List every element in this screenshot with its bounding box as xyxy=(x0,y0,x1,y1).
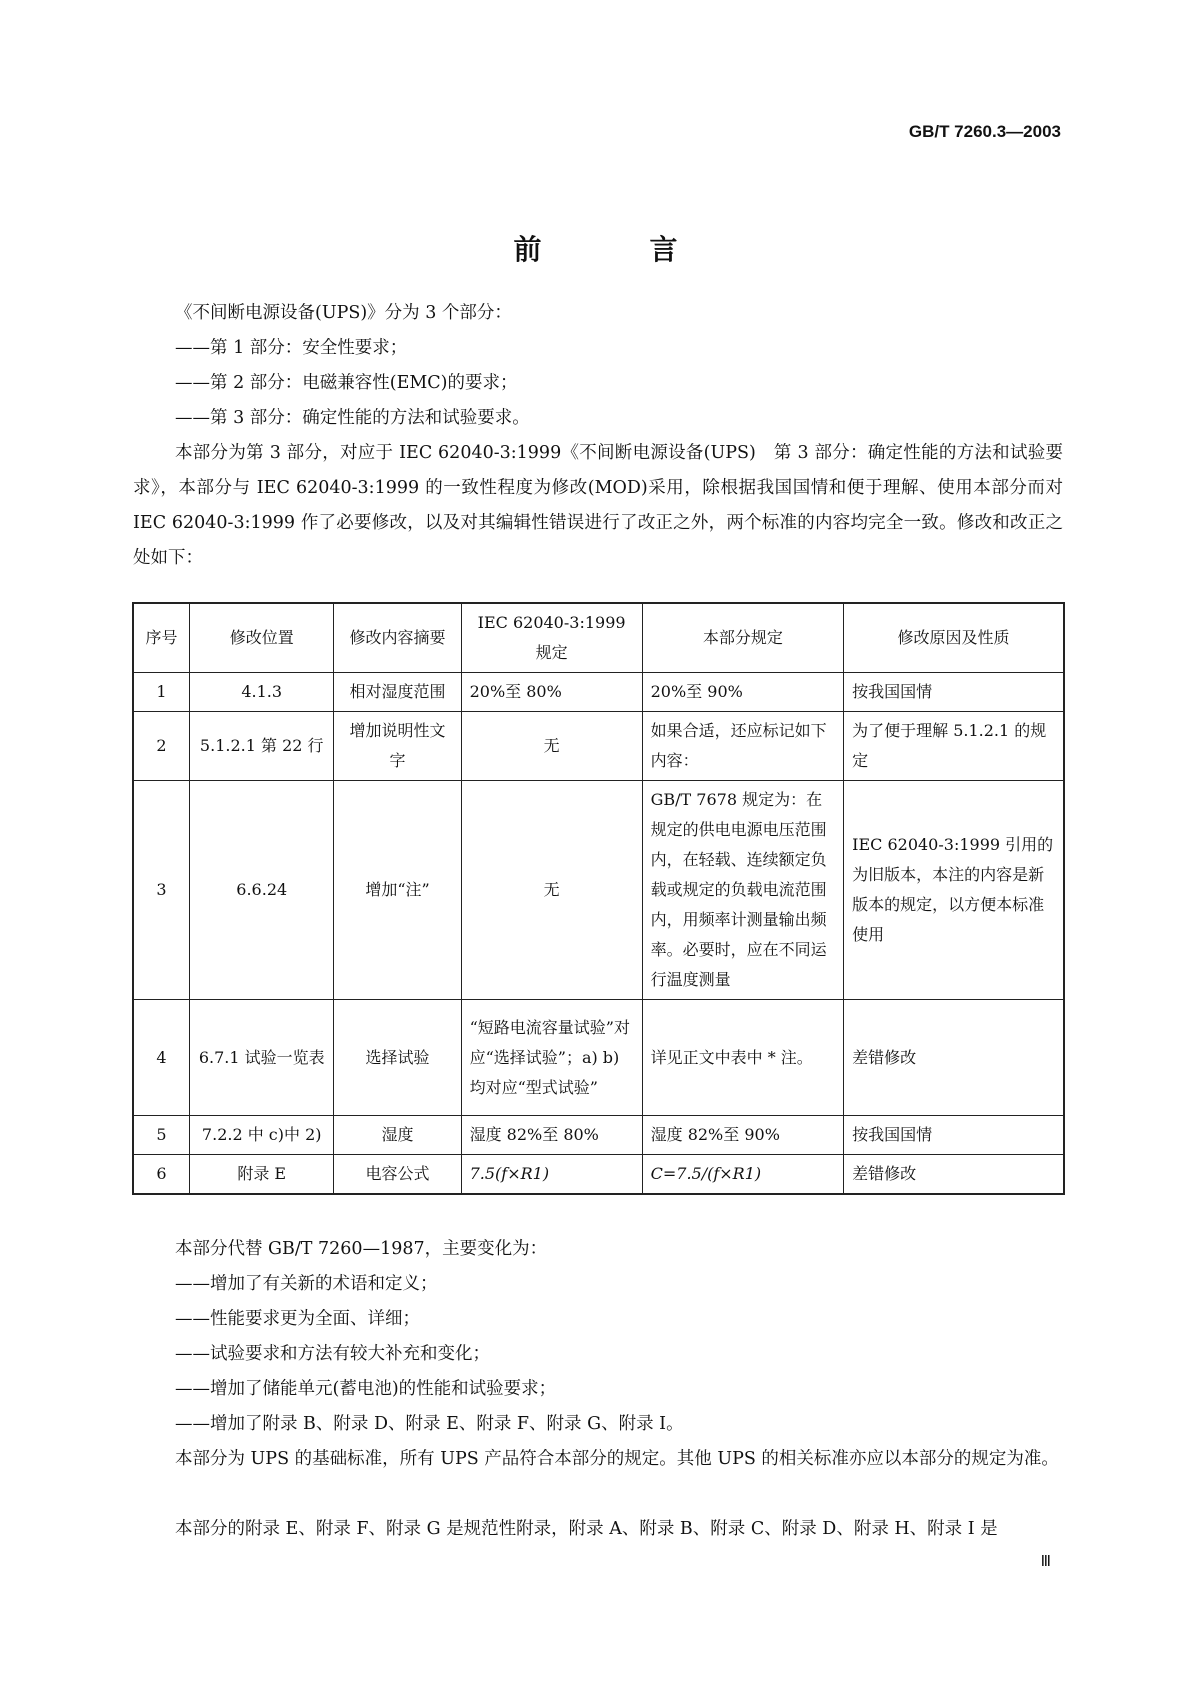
page-title: 前 言 xyxy=(513,233,718,266)
table-row xyxy=(134,673,1064,712)
cell-summary: 增加“注” xyxy=(334,781,461,1000)
cell-this-part: 湿度 82%至 90% xyxy=(642,1116,844,1155)
cell-summary: 选择试验 xyxy=(334,1000,461,1116)
cell-this-part: 详见正文中表中 * 注。 xyxy=(642,1000,844,1116)
cell-location: 6.6.24 xyxy=(190,781,334,1000)
cell-this-part: 如果合适，还应标记如下内容： xyxy=(642,712,844,781)
cell-iec: 无 xyxy=(461,781,642,1000)
cell-reason: 为了便于理解 5.1.2.1 的规定 xyxy=(844,712,1064,781)
basic-standard-paragraph: 本部分为 UPS 的基础标准，所有 UPS 产品符合本部分的规定。其他 UPS 的相关标准亦应以本部分的规定为准。 xyxy=(175,1449,1059,1469)
standard-code: GB/T 7260.3—2003 xyxy=(908,122,1061,141)
cell-this-part: 20%至 90% xyxy=(642,673,844,712)
cell-iec: 20%至 80% xyxy=(461,673,642,712)
replacement-paragraph: 本部分代替 GB/T 7260—1987，主要变化为： xyxy=(175,1239,548,1259)
header-summary: 修改内容摘要 xyxy=(334,604,461,673)
part-list-item-3: ——第 3 部分：确定性能的方法和试验要求。 xyxy=(175,408,530,428)
cell-index: 5 xyxy=(134,1116,190,1155)
cell-location: 4.1.3 xyxy=(190,673,334,712)
header-this-part: 本部分规定 xyxy=(642,604,844,673)
table-row xyxy=(134,781,1064,1000)
modifications-table xyxy=(133,603,1064,1194)
change-list-item-5: ——增加了附录 B、附录 D、附录 E、附录 F、附录 G、附录 I。 xyxy=(175,1414,684,1434)
cell-summary: 湿度 xyxy=(334,1116,461,1155)
cell-location: 附录 E xyxy=(190,1155,334,1194)
header-iec: IEC 62040-3:1999 规定 xyxy=(461,604,642,673)
cell-location: 6.7.1 试验一览表 xyxy=(190,1000,334,1116)
page-number: Ⅲ xyxy=(1040,1552,1051,1570)
table-row xyxy=(134,1155,1064,1194)
cell-summary: 电容公式 xyxy=(334,1155,461,1194)
table-row xyxy=(134,1116,1064,1155)
cell-location: 5.1.2.1 第 22 行 xyxy=(190,712,334,781)
header-location: 修改位置 xyxy=(190,604,334,673)
change-list-item-4: ——增加了储能单元(蓄电池)的性能和试验要求； xyxy=(175,1379,557,1399)
header-index: 序号 xyxy=(134,604,190,673)
table-row xyxy=(134,712,1064,781)
cell-iec: “短路电流容量试验”对应“选择试验”；a) b)均对应“型式试验” xyxy=(461,1000,642,1116)
cell-this-part: GB/T 7678 规定为：在规定的供电电源电压范围内，在轻载、连续额定负载或规定的负载电流范围内，用频率计测量输出频率。必要时，应在不同运行温度测量 xyxy=(642,781,844,1000)
cell-iec: 7.5(f×R1) xyxy=(461,1155,642,1194)
change-list-item-1: ——增加了有关新的术语和定义； xyxy=(175,1274,438,1294)
change-list-item-3: ——试验要求和方法有较大补充和变化； xyxy=(175,1344,490,1364)
cell-location: 7.2.2 中 c)中 2) xyxy=(190,1116,334,1155)
table-row xyxy=(134,1000,1064,1116)
table-header-row xyxy=(134,604,1064,673)
cell-reason: 差错修改 xyxy=(844,1000,1064,1116)
cell-summary: 增加说明性文字 xyxy=(334,712,461,781)
cell-index: 4 xyxy=(134,1000,190,1116)
cell-reason: IEC 62040-3:1999 引用的为旧版本，本注的内容是新版本的规定，以方便本标准使用 xyxy=(844,781,1064,1000)
cell-reason: 按我国国情 xyxy=(844,673,1064,712)
part-list-item-2: ——第 2 部分：电磁兼容性(EMC)的要求； xyxy=(175,373,518,393)
intro-paragraph: 《不间断电源设备(UPS)》分为 3 个部分： xyxy=(175,303,512,323)
cell-index: 3 xyxy=(134,781,190,1000)
cell-summary: 相对湿度范围 xyxy=(334,673,461,712)
cell-reason: 按我国国情 xyxy=(844,1116,1064,1155)
change-list-item-2: ——性能要求更为全面、详细； xyxy=(175,1309,420,1329)
part-list-item-1: ——第 1 部分：安全性要求； xyxy=(175,338,408,358)
cell-index: 6 xyxy=(134,1155,190,1194)
cell-this-part: C=7.5/(f×R1) xyxy=(642,1155,844,1194)
cell-index: 2 xyxy=(134,712,190,781)
header-reason: 修改原因及性质 xyxy=(844,604,1064,673)
appendix-paragraph: 本部分的附录 E、附录 F、附录 G 是规范性附录，附录 A、附录 B、附录 C、附录 D、附录 H、附录 I 是 xyxy=(175,1519,998,1539)
cell-iec: 湿度 82%至 80% xyxy=(461,1116,642,1155)
cell-iec: 无 xyxy=(461,712,642,781)
cell-reason: 差错修改 xyxy=(844,1155,1064,1194)
cell-index: 1 xyxy=(134,673,190,712)
correspondence-paragraph: 本部分为第 3 部分，对应于 IEC 62040-3:1999《不间断电源设备(UPS) 第 3 部分：确定性能的方法和试验要求》，本部分与 IEC 62040-3:1999 的一致性程度为修改(MOD)采用，除根据我国国情和便于理解、使用本部分而对 IEC 62040-3:1999 作了必要修改，以及对其编辑性错误进行了改正之外，两个标准的内容均完全一致。修改和改正之处如下： xyxy=(133,443,1063,568)
